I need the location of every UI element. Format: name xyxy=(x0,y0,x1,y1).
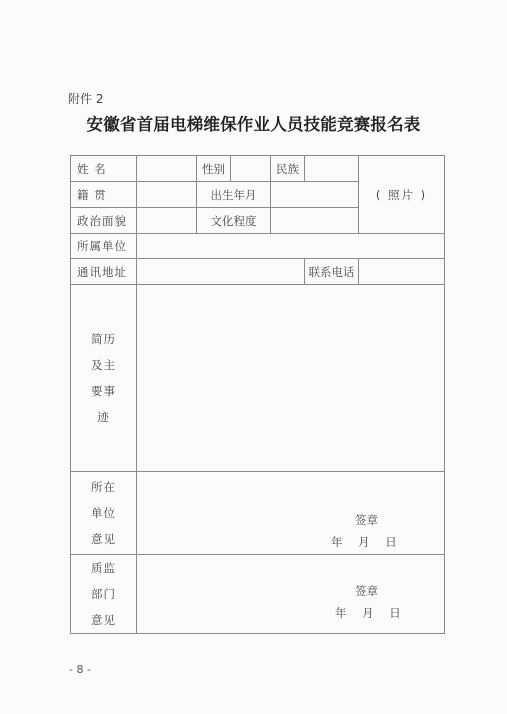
unit-opinion-line: 所在 xyxy=(91,480,116,494)
resume-label-line: 要事 xyxy=(91,384,116,398)
name-label: 姓 名 xyxy=(71,156,137,182)
political-label: 政治面貌 xyxy=(71,208,137,234)
phone-field[interactable] xyxy=(359,259,445,285)
gender-field[interactable] xyxy=(231,156,271,182)
unit-date-text: 年 月 日 xyxy=(331,535,397,549)
attachment-label: 附件 2 xyxy=(68,92,104,106)
supervision-opinion-field[interactable] xyxy=(137,555,445,634)
resume-label-line: 及主 xyxy=(91,358,116,372)
unit-label: 所属单位 xyxy=(71,234,137,259)
ethnicity-field[interactable] xyxy=(305,156,359,182)
unit-opinion-label xyxy=(71,472,137,555)
name-field[interactable] xyxy=(137,156,197,182)
political-field[interactable] xyxy=(137,208,197,234)
ethnicity-label: 民族 xyxy=(271,156,305,182)
native-place-field[interactable] xyxy=(137,182,197,208)
education-label: 文化程度 xyxy=(197,208,271,234)
resume-label-line: 简历 xyxy=(91,332,116,346)
unit-field[interactable] xyxy=(137,234,445,259)
phone-label: 联系电话 xyxy=(305,259,359,285)
page-number: - 8 - xyxy=(69,663,91,676)
supervision-seal-label: 签章 xyxy=(355,584,378,598)
education-field[interactable] xyxy=(271,208,359,234)
native-place-label: 籍 贯 xyxy=(71,182,137,208)
unit-seal-label: 签章 xyxy=(355,513,378,527)
gender-label: 性别 xyxy=(197,156,231,182)
birth-label: 出生年月 xyxy=(197,182,271,208)
resume-label-line: 迹 xyxy=(97,410,110,424)
resume-field[interactable] xyxy=(137,285,445,472)
page-title: 安徽省首届电梯维保作业人员技能竞赛报名表 xyxy=(86,115,421,134)
supervision-date-text: 年 月 日 xyxy=(335,606,401,620)
supervision-opinion-line: 意见 xyxy=(91,613,116,627)
unit-opinion-line: 意见 xyxy=(91,532,116,546)
address-field[interactable] xyxy=(137,259,305,285)
supervision-opinion-label xyxy=(71,555,137,634)
unit-opinion-line: 单位 xyxy=(91,506,116,520)
resume-label xyxy=(71,285,137,472)
supervision-opinion-line: 部门 xyxy=(91,587,116,601)
address-label: 通讯地址 xyxy=(71,259,137,285)
supervision-opinion-line: 质监 xyxy=(91,561,116,575)
photo-box: ( 照片 ) xyxy=(359,156,445,234)
birth-field[interactable] xyxy=(271,182,359,208)
unit-opinion-field[interactable] xyxy=(137,472,445,555)
registration-form-table xyxy=(70,155,445,634)
